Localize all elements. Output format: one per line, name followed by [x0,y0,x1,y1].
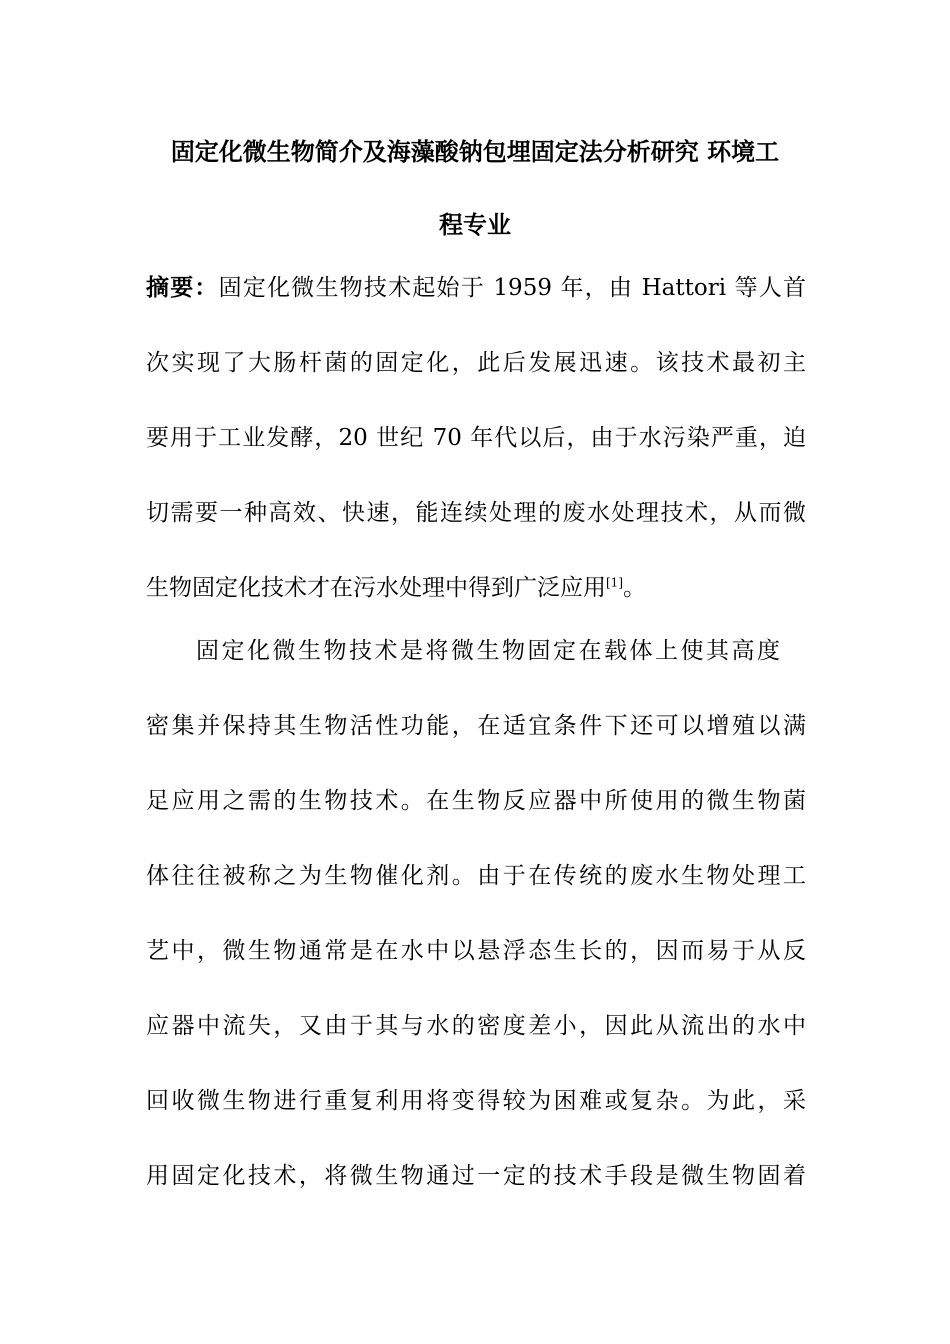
body-line-1: 固定化微生物技术是将微生物固定在载体上使其高度 [196,638,780,664]
citation-marker: [1] [606,575,623,590]
abstract-label: 摘要： [146,275,219,301]
abstract-text: 生物固定化技术才在污水处理中得到广泛应用 [146,575,606,601]
document-title-line-1: 固定化微生物简介及海藻酸钠包埋固定法分析研究 环境工 [170,138,780,166]
body-line-4: 体往往被称之为生物催化剂。由于在传统的废水生物处理工 [146,863,806,889]
body-line-3: 足应用之需的生物技术。在生物反应器中所使用的微生物菌 [146,788,806,814]
abstract-line-5 [146,570,806,606]
abstract-line-1 [146,270,806,306]
abstract-line-3: 要用于工业发酵，20 世纪 70 年代以后，由于水污染严重，迫 [146,425,806,451]
abstract-line-2: 次实现了大肠杆菌的固定化，此后发展迅速。该技术最初主 [146,350,806,376]
body-line-8: 用固定化技术，将微生物通过一定的技术手段是微生物固着 [146,1163,806,1189]
body-line-7: 回收微生物进行重复利用将变得较为困难或复杂。为此，采 [146,1088,806,1114]
body-line-5: 艺中，微生物通常是在水中以悬浮态生长的，因而易于从反 [146,938,806,964]
abstract-end-punct: 。 [623,575,646,601]
abstract-line-4: 切需要一种高效、快速，能连续处理的废水处理技术，从而微 [146,500,806,526]
body-line-6: 应器中流失，又由于其与水的密度差小，因此从流出的水中 [146,1013,806,1039]
body-line-2: 密集并保持其生物活性功能，在适宜条件下还可以增殖以满 [146,713,806,739]
abstract-text: 固定化微生物技术起始于 1959 年，由 Hattori 等人首 [218,275,806,301]
document-title-line-2: 程专业 [439,211,511,239]
